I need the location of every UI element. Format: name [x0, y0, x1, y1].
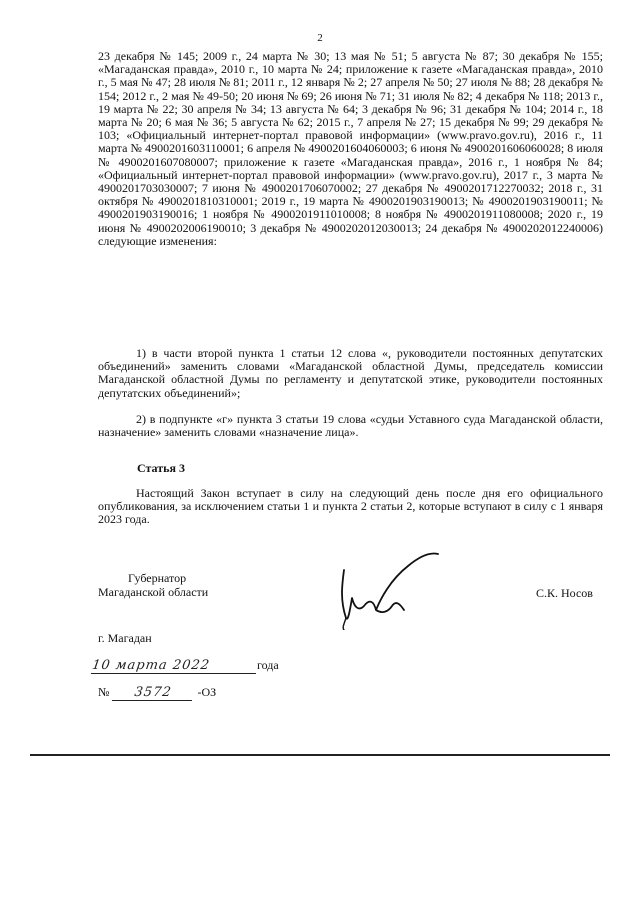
law-number-prefix: № [98, 685, 110, 699]
article-3-text: Настоящий Закон вступает в силу на следующий день после дня его официального опубликования, за исключением статьи 1 и пункта 2 статьи 2, которые вступают в силу с 1 января 2023 года. [98, 486, 603, 527]
amendment-item-2: 2) в подпункте «г» пункта 3 статьи 19 слова «судьи Уставного суда Магаданской области, назначение» заменить словами «назначение лица». [98, 412, 603, 440]
date-suffix: года [257, 658, 279, 672]
amendments-paragraph: 23 декабря № 145; 2009 г., 24 марта № 30; 13 мая № 51; 5 августа № 87; 30 декабря № 155; «Магаданская правда», 2010 г., 10 марта № 24; приложение к газете «Магаданская правда», 2010 г., 5 мая № 47; 28 июля № 81; 2011 г., 12 января № 2; 27 апреля № 50; 27 июля № 88; 28 декабря № 154; 2012 г., 2 мая № 49-50; 20 июня № 69; 26 июня № 71; 31 июля № 82; 4 декабря № 118; 2013 г., 19 марта № 22; 30 апреля № 34; 13 августа № 64; 3 декабря № 96; 31 декабря № 104; 2014 г., 18 марта № 20; 6 мая № 36; 5 августа № 62; 2015 г., 7 апреля № 27; 15 декабря № 99; 29 декабря № 103; «Официальный интернет-портал правовой информации» (www.pravo.gov.ru), 2016 г., 11 марта № 4900201603110001; 6 апреля № 4900201604060003; 6 июня № 4900201606060028; 8 июля № 4900201607080007; приложение к газете «Магаданская правда», 2016 г., 1 ноября № 84; «Официальный интернет-портал правовой информации» (www.pravo.gov.ru), 2017 г., 3 марта № 4900201703030007; 7 июня № 4900201706070002; 27 декабря № 4900201712270032; 2018 г., 31 октября № 4900201810310001; 2019 г., 19 марта № 4900201903190013; № 4900201903190011; № 4900201903190016; 1 ноября № 4900201911010008; 8 ноября № 4900201911080008; 2020 г., 19 июня № 4900202006190010; 3 декабря № 4900202012030013; 24 декабря № 4900202012240006) следующие изменения: [98, 49, 603, 248]
signatory-title-line2: Магаданской области [98, 584, 209, 599]
law-number [98, 685, 216, 701]
amendment-item-1: 1) в части второй пункта 1 статьи 12 слова «, руководители постоянных депутатских объединений» заменить словами «Магаданской областной Думы, председатель комиссии Магаданской областной Думы по регламенту и депутатской этике, руководители постоянных депутатских объединений»; [98, 346, 603, 400]
signatory-title-line1: Губернатор [128, 571, 187, 585]
signatory-name: С.К. Носов [536, 586, 593, 600]
article-3-heading: Статья 3 [137, 461, 185, 475]
handwritten-date: 10 марта 2022 [91, 658, 258, 674]
bottom-rule [30, 754, 610, 756]
signing-date [92, 658, 279, 674]
handwritten-signature [330, 540, 450, 630]
signatory-title [98, 572, 248, 599]
page-number: 2 [317, 32, 323, 44]
city: г. Магадан [98, 631, 152, 645]
law-number-suffix: -ОЗ [197, 685, 217, 699]
handwritten-law-number: 3572 [112, 685, 194, 701]
